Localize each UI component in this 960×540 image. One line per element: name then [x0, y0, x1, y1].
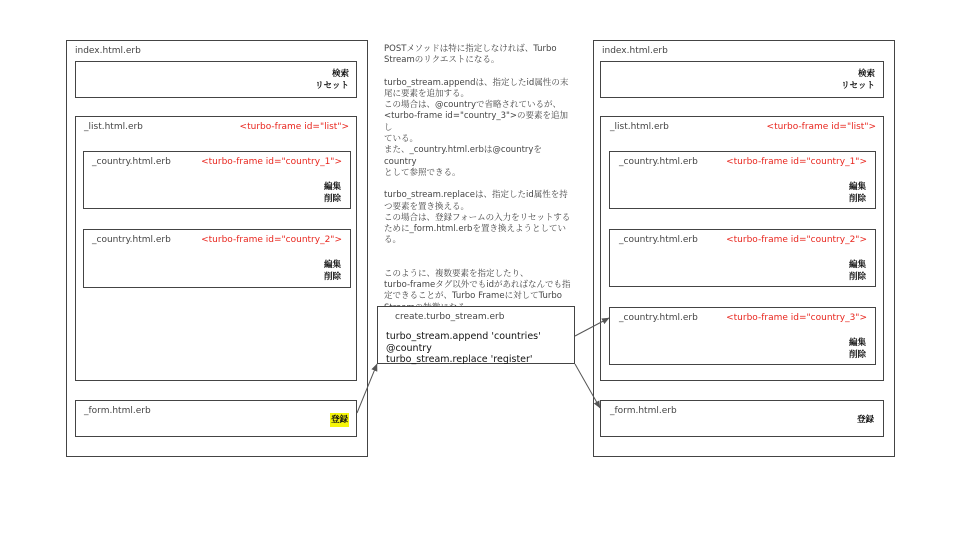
right-country-1-tag: <turbo-frame id="country_1">	[726, 157, 867, 167]
right-country-1-edit-button[interactable]: 編集	[848, 182, 866, 192]
left-country-1-tag: <turbo-frame id="country_1">	[201, 157, 342, 167]
note-line: この場合は、登録フォームの入力をリセットする	[384, 212, 571, 223]
note-line: 尾に要素を追加する。	[384, 88, 470, 99]
right-country-2-edit-button[interactable]: 編集	[848, 260, 866, 270]
note-line: Streamのリクエストになる。	[384, 55, 500, 66]
left-country-2-tag: <turbo-frame id="country_2">	[201, 235, 342, 245]
right-country-2-label: _country.html.erb	[619, 235, 698, 245]
right-form-label: _form.html.erb	[610, 406, 677, 416]
right-country-1-delete-button[interactable]: 削除	[848, 194, 866, 204]
note-line: つ要素を置き換える。	[384, 201, 470, 212]
left-form-label: _form.html.erb	[84, 406, 151, 416]
note-line: として参照できる。	[384, 167, 461, 178]
turbo-stream-label: create.turbo_stream.erb	[395, 312, 505, 322]
left-country-1-delete-button[interactable]: 削除	[323, 194, 341, 204]
right-reset-button[interactable]: リセット	[841, 81, 875, 91]
left-country-2-delete-button[interactable]: 削除	[323, 272, 341, 282]
right-country-1-label: _country.html.erb	[619, 157, 698, 167]
note-line: この場合は、@countryで省略されているが、	[384, 100, 562, 111]
right-country-3-delete-button[interactable]: 削除	[848, 350, 866, 360]
left-country-2-label: _country.html.erb	[92, 235, 171, 245]
arrow-stream-to-country-3	[575, 318, 609, 336]
right-country-2-tag: <turbo-frame id="country_2">	[726, 235, 867, 245]
right-list-tag: <turbo-frame id="list">	[766, 122, 876, 132]
left-register-button[interactable]: 登録	[330, 415, 348, 425]
note-line: また、_country.html.erbは@countryをcountry	[384, 145, 542, 167]
left-reset-button[interactable]: リセット	[315, 81, 349, 91]
note-line: turbo_stream.appendは、指定したid属性の末	[384, 77, 569, 88]
note-line: このように、複数要素を指定したり、	[384, 268, 529, 279]
right-register-button[interactable]: 登録	[856, 415, 874, 425]
left-search-button[interactable]: 検索	[331, 69, 349, 79]
left-country-2-edit-button[interactable]: 編集	[323, 260, 341, 270]
right-search-button[interactable]: 検索	[857, 69, 875, 79]
note-line: る。	[384, 235, 402, 246]
arrow-stream-to-form	[575, 364, 600, 408]
right-country-3-edit-button[interactable]: 編集	[848, 338, 866, 348]
note-line: ために_form.html.erbを置き換えようとしてい	[384, 224, 566, 235]
right-country-3-label: _country.html.erb	[619, 313, 698, 323]
left-country-1-edit-button[interactable]: 編集	[323, 182, 341, 192]
left-list-tag: <turbo-frame id="list">	[239, 122, 349, 132]
note-line: <turbo-frame id="country_3">の要素を追加し	[384, 111, 569, 133]
note-line: turbo_stream.replaceは、指定したid属性を持	[384, 190, 568, 201]
arrow-register-to-stream	[357, 364, 377, 413]
note-line: 定できることが、Turbo Frameに対してTurbo	[384, 291, 562, 302]
turbo-stream-replace-line: turbo_stream.replace 'register'	[386, 354, 533, 365]
left-list-label: _list.html.erb	[84, 122, 143, 132]
left-index-label: index.html.erb	[75, 46, 141, 56]
right-country-3-tag: <turbo-frame id="country_3">	[726, 313, 867, 323]
note-line: turbo-frameタグ以外でもidがあればなんでも指	[384, 280, 571, 291]
right-list-label: _list.html.erb	[610, 122, 669, 132]
right-country-2-delete-button[interactable]: 削除	[848, 272, 866, 282]
right-index-label: index.html.erb	[602, 46, 668, 56]
note-line: POSTメソッドは特に指定しなければ、Turbo	[384, 44, 557, 54]
turbo-stream-append-line: turbo_stream.append 'countries' @country	[386, 331, 541, 354]
left-country-1-label: _country.html.erb	[92, 157, 171, 167]
note-line: ている。	[384, 134, 419, 145]
